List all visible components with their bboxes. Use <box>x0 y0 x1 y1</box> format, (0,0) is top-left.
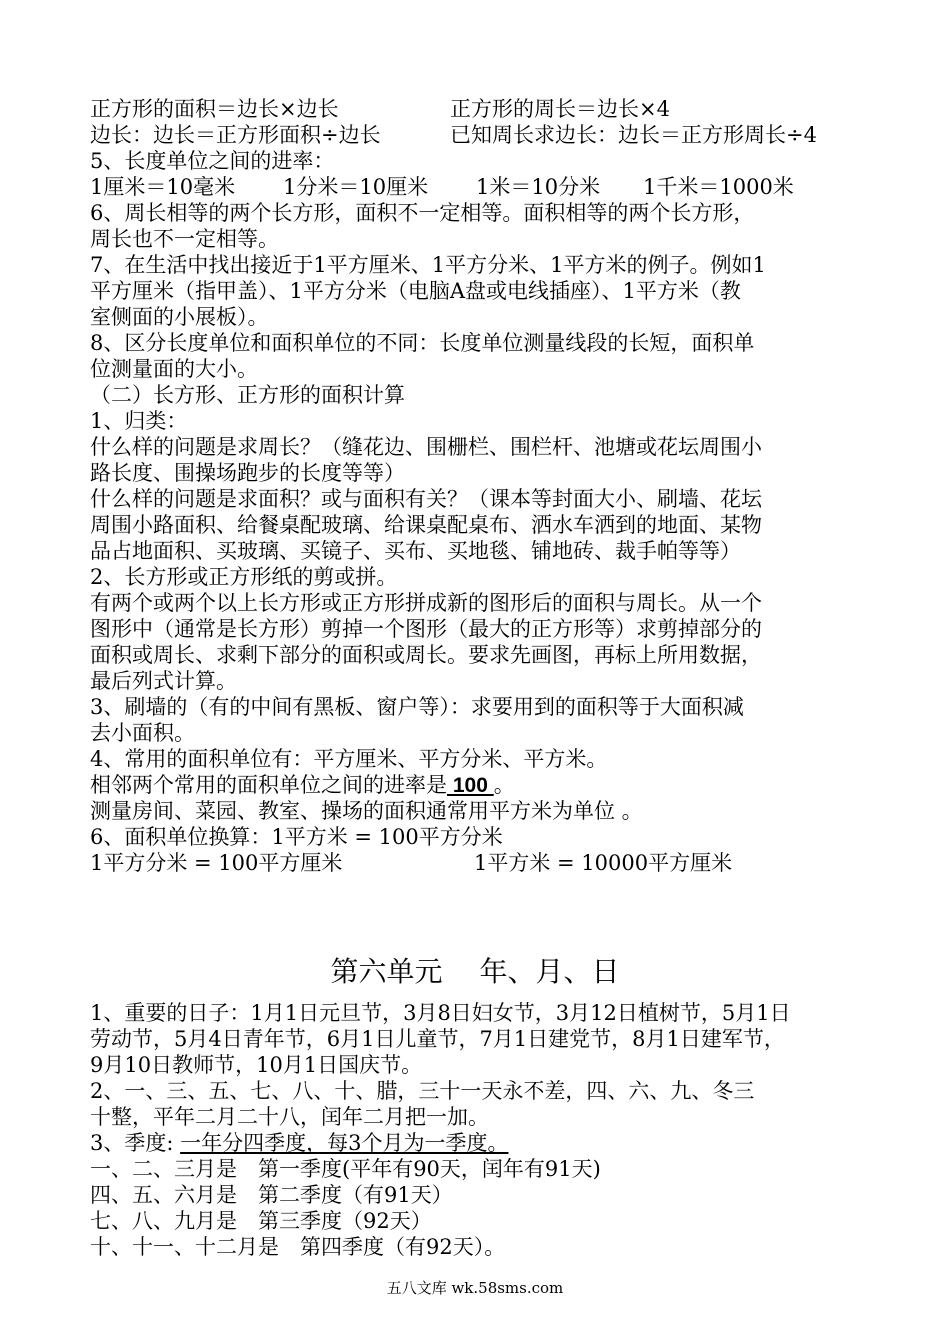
important-dates-line: 劳动节，5月4日青年节，6月1日儿童节，7月1日建党节，8月1日建军节， <box>90 1027 785 1051</box>
unit6-heading: 第六单元 年、月、日 <box>330 955 620 988</box>
wall-line: 去小面积。 <box>90 721 195 745</box>
perimeter-question-line: 路长度、围操场跑步的长度等等） <box>90 461 405 485</box>
wall-line: 3、刷墙的（有的中间有黑板、窗户等）：求要用到的面积等于大面积减 <box>90 695 744 719</box>
conversion-dm2-cm2: 1平方分米 = 100平方厘米 <box>90 851 343 875</box>
point6-line: 6、周长相等的两个长方形，面积不一定相等。面积相等的两个长方形， <box>90 201 755 225</box>
season-item: 十、十一、十二月是 第四季度（有92天）。 <box>90 1235 506 1259</box>
months-rhyme-line: 十整，平年二月二十八，闰年二月把一加。 <box>90 1105 489 1129</box>
conversion-m2-cm2: 1平方米 = 10000平方厘米 <box>474 851 733 875</box>
classify-title: 1、归类： <box>90 409 188 433</box>
important-dates-line: 1、重要的日子：1月1日元旦节，3月8日妇女节，3月12日植树节，5月1日 <box>90 1001 791 1025</box>
length-unit-m: 1米＝10分米 <box>476 175 601 199</box>
months-rhyme-line: 2、一、三、五、七、八、十、腊，三十一天永不差，四、六、九、冬三 <box>90 1079 755 1103</box>
footer-watermark: 五八文库 wk.58sms.com <box>386 1279 564 1297</box>
area-rate-line <box>90 772 870 798</box>
area-question-line: 品占地面积、买玻璃、买镜子、买布、买地毯、铺地砖、裁手帕等等） <box>90 539 741 563</box>
length-rate-title: 5、长度单位之间的进率： <box>90 149 335 173</box>
square-perimeter-formula: 正方形的周长＝边长×4 <box>450 97 670 121</box>
length-unit-dm: 1分米＝10厘米 <box>283 175 429 199</box>
length-unit-km: 1千米＝1000米 <box>643 175 794 199</box>
area-question-line: 什么样的问题是求面积？或与面积有关？（课本等封面大小、刷墙、花坛 <box>90 487 762 511</box>
square-area-formula: 正方形的面积＝边长×边长 <box>90 97 339 121</box>
area-question-line: 周围小路面积、给餐桌配玻璃、给课桌配桌布、洒水车洒到的地面、某物 <box>90 513 762 537</box>
area-rate-prefix: 相邻两个常用的面积单位之间的进率是 <box>90 773 447 797</box>
common-area-units: 4、常用的面积单位有：平方厘米、平方分米、平方米。 <box>90 747 608 771</box>
cut-desc-line: 最后列式计算。 <box>90 669 237 693</box>
season-item: 七、八、九月是 第三季度（92天） <box>90 1209 432 1233</box>
formula-row-2 <box>90 122 870 148</box>
cut-desc-line: 图形中（通常是长方形）剪掉一个图形（最大的正方形等）求剪掉部分的 <box>90 617 762 641</box>
season-item: 一、二、三月是 第一季度(平年有90天，闰年有91天) <box>90 1157 601 1181</box>
conversion-row <box>90 850 870 876</box>
season-item: 四、五、六月是 第二季度（有91天） <box>90 1183 453 1207</box>
point8-line: 位测量面的大小。 <box>90 357 258 381</box>
perimeter-question-line: 什么样的问题是求周长？（缝花边、围栅栏、围栏杆、池塘或花坛周围小 <box>90 435 762 459</box>
point8-line: 8、区分长度单位和面积单位的不同：长度单位测量线段的长短，面积单 <box>90 331 755 355</box>
season-prefix: 3、季度: <box>90 1131 181 1155</box>
side-from-perimeter-formula: 已知周长求边长：边长＝正方形周长÷4 <box>450 123 817 147</box>
important-dates-line: 9月10日教师节，10月1日国庆节。 <box>90 1053 423 1077</box>
measure-unit-line: 测量房间、菜园、教室、操场的面积通常用平方米为单位 。 <box>90 799 643 823</box>
cut-title: 2、长方形或正方形纸的剪或拼。 <box>90 565 398 589</box>
area-rate-value: 100 <box>447 774 494 797</box>
cut-desc-line: 有两个或两个以上长方形或正方形拼成新的图形后的面积与周长。从一个 <box>90 591 762 615</box>
formula-row-1 <box>90 96 870 122</box>
point7-line: 室侧面的小展板）。 <box>90 305 269 329</box>
cut-desc-line: 面积或周长、求剩下部分的面积或周长。要求先画图，再标上所用数据， <box>90 643 762 667</box>
point7-line: 平方厘米（指甲盖）、1平方分米（电脑A盘或电线插座）、1平方米（教 <box>90 279 741 303</box>
season-desc: 一年分四季度，每3个月为一季度。 <box>180 1131 509 1155</box>
season-line <box>90 1130 870 1156</box>
side-from-area-formula: 边长：边长＝正方形面积÷边长 <box>90 123 381 147</box>
area-rate-suffix: 。 <box>493 773 515 797</box>
point7-line: 7、在生活中找出接近于1平方厘米、1平方分米、1平方米的例子。例如1 <box>90 253 766 277</box>
length-units-row <box>90 174 870 200</box>
point6-line: 周长也不一定相等。 <box>90 227 279 251</box>
conversion-title: 6、面积单位换算：1平方米 = 100平方分米 <box>90 825 503 849</box>
section2-title: （二）长方形、正方形的面积计算 <box>90 383 405 407</box>
length-unit-cm: 1厘米＝10毫米 <box>90 175 236 199</box>
